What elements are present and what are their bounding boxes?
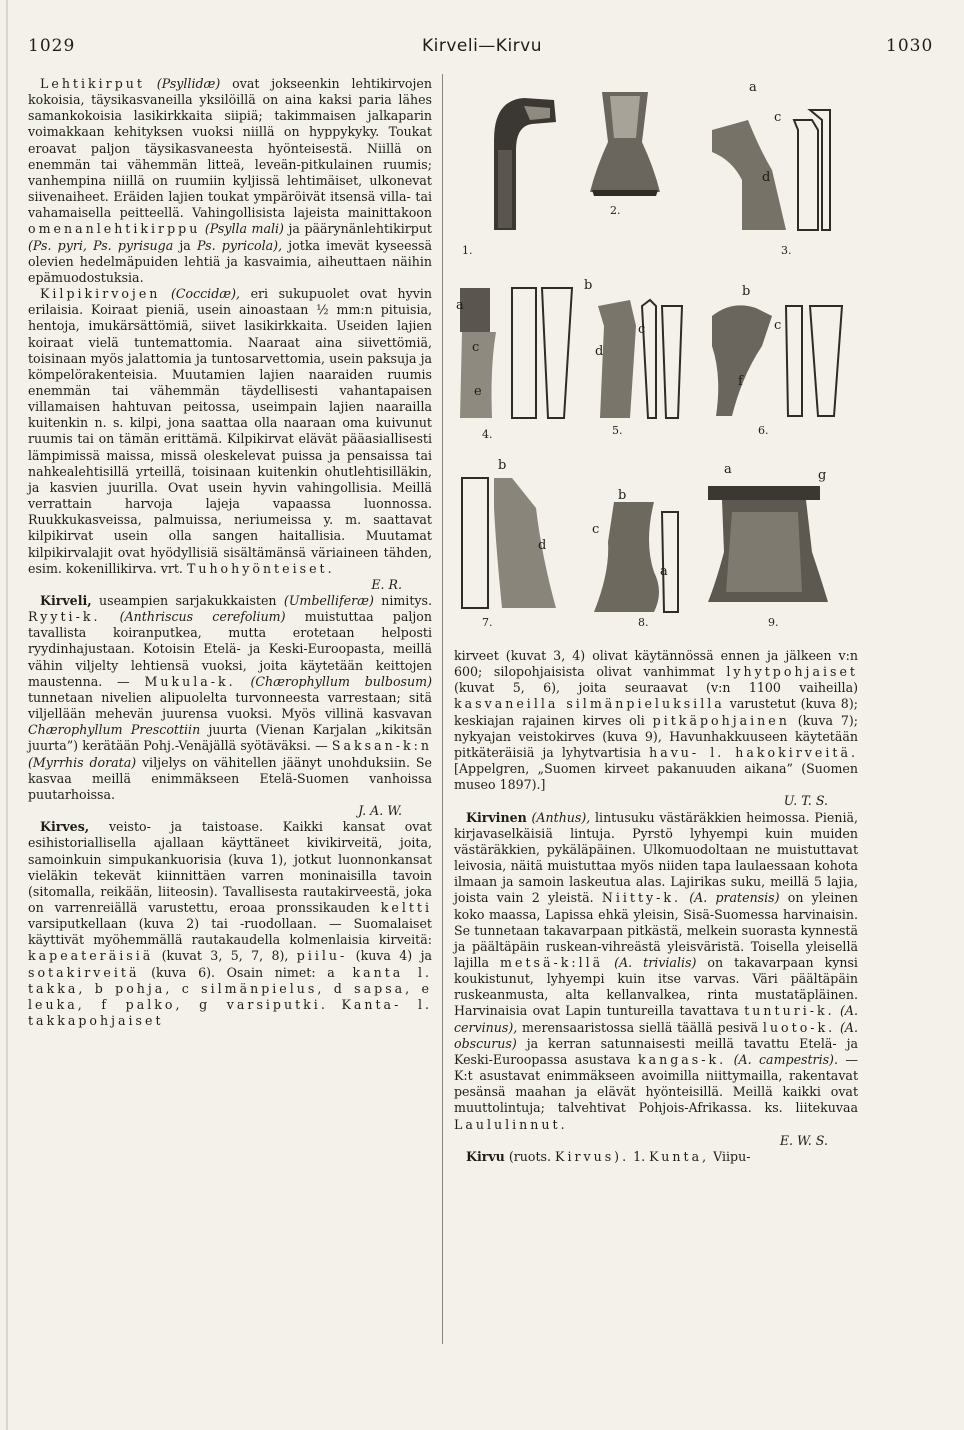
spaced-term: Kirvus). bbox=[555, 1148, 630, 1164]
entry-text: — K:t asustavat enimmäkseen avoimilla niittymailla, rakentavat pesänsä maahan ja elävät hyönteisillä. Meillä kaikki ovat muuttolintuja; talvehtivat Pohjois-Afrikassa. ks. liitekuvaa bbox=[454, 1051, 858, 1116]
figure-number: 4. bbox=[482, 428, 493, 441]
figure-1 bbox=[454, 80, 574, 240]
entry-head: Kirvinen bbox=[466, 809, 527, 825]
latin-name: (Ps. pyri, Ps. pyrisuga bbox=[28, 237, 174, 253]
latin-name: (Umbelliferæ) bbox=[283, 593, 374, 608]
latin-name: (A. obscurus) bbox=[454, 1019, 858, 1051]
figure-9 bbox=[702, 472, 832, 612]
spaced-term: metsä-k:llä bbox=[500, 954, 604, 970]
spaced-term: Niitty-k. bbox=[601, 890, 682, 906]
figure-number: 9. bbox=[768, 616, 779, 629]
right-page-number: 1030 bbox=[886, 36, 934, 56]
part-label: c bbox=[592, 522, 600, 537]
left-page-number: 1029 bbox=[28, 36, 76, 56]
entry-head: Kirves, bbox=[40, 819, 90, 835]
author-signature: U. T. S. bbox=[783, 793, 828, 809]
entry-text: veisto- ja taistoase. Kaikki kansat ovat esihistoriallisella ajallaan käyttäneet kivikirveitä, joita, samoinkuin simpukankuorisia (kuva 1), jotkut luonnonkansat vieläkin tekevät kiinnittäen varren moninaisilla tavoin (sitomalla, reikään, liiteosin). Tavallisesta rautakirveestä, joka on varrenreiällä varustettu, eroaa pronssikauden bbox=[28, 819, 432, 915]
latin-name: (Chærophyllum bulbosum) bbox=[250, 673, 432, 689]
spaced-term: kapeateräisiä bbox=[28, 948, 154, 964]
entry-head: Kirveli, bbox=[40, 593, 92, 608]
spaced-term: omenanlehtikirppu bbox=[28, 221, 201, 237]
page-header bbox=[0, 36, 964, 66]
spaced-term: Kunta, bbox=[649, 1148, 710, 1164]
latin-name: (Psylla mali) bbox=[204, 221, 284, 237]
entry-text: varsiputkellaan (kuva 2) tai -ruodollaan. — Suomalaiset käyttivät myöhemmällä rautakaudella kolmenlaisia kirveitä: bbox=[28, 916, 432, 948]
figure-number: 1. bbox=[462, 244, 473, 257]
entry-text: lintusuku västäräkkien heimossa. Pieniä, kirjavaselkäisiä lintuja. Pyrstö lyhyempi kuin muiden västäräkkien, pykäläpäinen. Ulkomuodoltaan ne muistuttavat leivosia, näitä muistuttaa myös niiden tapa laulaessaan kohota ilmaan ja samoin laskeutua alas. Lajirikas suku, meillä 5 lajia, joista vain 2 yleistä. bbox=[454, 809, 858, 906]
latin-name: (Psyllidæ) bbox=[156, 76, 221, 91]
part-label: b bbox=[498, 458, 507, 473]
entry-text: on yleinen koko maassa, Lapissa ehkä yleisin, Sisä-Suomessa harvinaisin. Se tunnetaan takavarpaan pitkästä, melkein suorasta kynnestä ja päältäpäin ruskean-vihreästä yleisväristä. Toisella yleisellä lajilla bbox=[454, 890, 858, 970]
part-label: c bbox=[774, 318, 782, 333]
entry-text: nimitys. bbox=[381, 593, 432, 608]
entry-text: varustetut (kuva 8); keskiajan rajainen kirves oli bbox=[454, 696, 858, 728]
entry-text: [Appelgren, „Suomen kirveet pakanuuden aikana” (Suomen museo 1897).] bbox=[454, 761, 858, 793]
latin-name: (Myrrhis dorata) bbox=[28, 754, 137, 770]
right-column bbox=[454, 648, 858, 1165]
entry-head: Lehtikirput bbox=[40, 76, 145, 91]
spaced-term: sotakirveitä bbox=[28, 964, 140, 980]
spaced-term: Mukula-k. bbox=[144, 673, 236, 689]
spaced-term: piilu- bbox=[296, 948, 348, 964]
part-label: b bbox=[618, 488, 627, 503]
spaced-term: kangas-k. bbox=[637, 1051, 727, 1067]
part-label: a bbox=[456, 298, 464, 313]
latin-name: Chærophyllum Prescottiin bbox=[28, 722, 201, 738]
author-signature: E. W. S. bbox=[779, 1132, 828, 1148]
entry-text: viljelys on vähitellen jäänyt unohduksiin. Se kasvaa meillä enimmäkseen Etelä-Suomen vanhoissa puutarhoissa. bbox=[28, 754, 432, 802]
latin-name: Ps. pyricola), bbox=[197, 237, 283, 253]
figure-5 bbox=[590, 286, 690, 426]
entry-text: jotka imevät kyseessä olevien hedelmäpuiden lehtiä ja kasvaimia, aiheuttaen näihin epämuodostuksia. bbox=[28, 237, 432, 285]
entry-head: Kirvu bbox=[466, 1148, 505, 1164]
entry-text: Viipu- bbox=[713, 1148, 751, 1164]
figure-6 bbox=[702, 286, 852, 426]
part-label: b bbox=[584, 278, 593, 293]
part-label: f bbox=[738, 374, 743, 389]
entry-text: on takavarpaan kynsi koukistunut, lyhyempi kuin itse varvas. Väri päältäpäin ruskeanmusta, alta kellanvalkea, rinta mustatäpläinen. Harvinaisia ovat Lapin tuntureilla tavattava bbox=[454, 954, 858, 1019]
cross-reference: Laululinnut. bbox=[454, 1116, 568, 1132]
part-label: g bbox=[818, 468, 827, 483]
entry-text: 1. bbox=[633, 1148, 646, 1164]
author-signature: J. A. W. bbox=[358, 803, 402, 819]
entry-kirves-cont bbox=[454, 648, 858, 810]
part-label: d bbox=[762, 170, 771, 185]
figure-number: 6. bbox=[758, 424, 769, 437]
entry-text: ja päärynänlehtikirput bbox=[288, 221, 432, 237]
figure-3 bbox=[702, 90, 842, 240]
entry-kirvu bbox=[454, 1149, 858, 1165]
entry-lehtikirput bbox=[28, 76, 432, 286]
part-label: d bbox=[595, 344, 604, 359]
axe-illustrations bbox=[452, 72, 852, 644]
author-signature: E. R. bbox=[371, 576, 402, 592]
spaced-term: kasvaneilla silmänpieluksilla bbox=[454, 696, 725, 712]
entry-text: (kuvat 3, 5, 7, 8), bbox=[161, 948, 289, 964]
entry-kirves bbox=[28, 819, 432, 1029]
entry-text: eri sukupuolet ovat hyvin erilaisia. Koiraat pieniä, usein ainoastaan ½ mm:n pituisia, hentoja, imukärsättömiä, siivet lasikirkkaita. Useiden lajien koiraat vielä tuntemattomia. Naaraat aina siivettömiä, toisinaan myös jalattomia ja tuntosarvettomia, usein paksuja ja kömpelörakenteisia. Muutamien lajien naaraiden ruumis enemmän tai vähemmän täydellisesti vahantapaisen villamaisen hahtuvan peitossa, useimpain lajien naarailla kuitenkin n. s. kilpi, jona saattaa olla naaraan oma kuivunut ruumis tai on tämän erittämä. Kilpikirvat elävät pääasiallisesti lämpimissä maissa, missä oleskelevat puissa ja pensaissa tai nahkealehtisillä yrteillä, toisinaan kuitenkin ohutlehtisilläkin, ja kasvien juurilla. Ovat usein hyvin vahingollisia. Meillä verrattain harvoja lajeja vapaassa luonnossa. Ruukkukasveissa, palmuissa, neriumeissa y. m. saattavat kilpikirvat usein olla sangen haitallisia. Muutamat kilpikirvalajit ovat hyödyllisiä sisältämänsä väriaineen tähden, esim. kokenillikirva. vrt. bbox=[28, 286, 432, 576]
entry-text: kirveet (kuvat 3, 4) olivat käytännössä ennen ja jälkeen v:n 600; silopohjaisista olivat vanhimmat bbox=[454, 648, 858, 680]
part-label: c bbox=[638, 322, 646, 337]
entry-text: ja kerran satunnaisesti meillä tavattu Etelä- ja Keski-Euroopassa asustava bbox=[454, 1035, 858, 1067]
part-label: c bbox=[472, 340, 480, 355]
part-label: b bbox=[742, 284, 751, 299]
entry-text: (kuva 4) ja bbox=[355, 948, 432, 964]
part-label: a bbox=[724, 462, 732, 477]
spaced-term: havu- l. hakokirveitä. bbox=[649, 744, 858, 760]
entry-text: useampien sarjakukkaisten bbox=[99, 593, 277, 608]
latin-name: (Anthus), bbox=[531, 809, 591, 825]
figure-8 bbox=[584, 492, 694, 622]
part-label: a bbox=[749, 80, 757, 95]
entry-text: ovat jokseenkin lehtikirvojen kokoisia, täysikasvaneilla yksilöillä on aina kaksi paria lähes samankokoisia lasikirkkaita siipiä; takimmaisen jalkaparin voimakkaan kehityksen vuoksi niillä on hyppykyky. Toukat eroavat paljon täysikasvaneesta hyönteisestä. Niillä on enemmän tai vähemmän litteä, leveän-pitkulainen ruumis; vanhempina niillä on ruumiin kyljissä lehtimäiset, ulkonevat siivenaiheet. Eräiden lajien toukat ympäröivät itsensä villa- tai vahamaisella peitteellä. Vahingollisista lajeista mainittakoon bbox=[28, 76, 432, 221]
latin-name: (A. cervinus), bbox=[454, 1003, 858, 1035]
entry-text: merensaaristossa siellä täällä pesivä bbox=[522, 1019, 759, 1035]
spaced-term: pitkäpohjainen bbox=[652, 712, 790, 728]
entry-text: tunnetaan nivelien alipuolelta turvonneesta varrestaan; sitä viljellään mehevän juurensa vuoksi. Myös villinä kasvavan bbox=[28, 689, 432, 722]
entry-text: ja bbox=[179, 237, 191, 253]
spaced-term: keltti bbox=[380, 899, 432, 915]
figure-number: 5. bbox=[612, 424, 623, 437]
part-label: c bbox=[774, 110, 782, 125]
spaced-term: Ryyti-k. bbox=[28, 609, 101, 625]
part-label: a bbox=[660, 564, 668, 579]
part-label: e bbox=[474, 384, 482, 399]
entry-text: (kuva 7); nykyajan veistokirves (kuva 9), Havunhakkuuseen käytetään pitkäteräisiä ja lyhytvartisia bbox=[454, 712, 858, 760]
running-title: Kirveli—Kirvu bbox=[421, 36, 543, 56]
entry-kilpikirvat bbox=[28, 286, 432, 593]
spaced-term: lyhytpohjaiset bbox=[726, 664, 858, 680]
entry-text: (kuvat 5, 6), joita seuraavat (v:n 1100 vaiheilla) bbox=[454, 680, 858, 696]
cross-reference: Tuhohyönteiset. bbox=[186, 560, 335, 576]
latin-name: (Coccidæ), bbox=[170, 286, 241, 302]
column-divider bbox=[442, 74, 443, 1344]
page-edge bbox=[6, 0, 8, 1430]
latin-name: (A. trivialis) bbox=[614, 954, 697, 970]
figure-number: 7. bbox=[482, 616, 493, 629]
spaced-term: Kanta- l. takkapohjaiset bbox=[28, 996, 432, 1029]
entry-text: muistuttaa paljon tavallista koiranputkea, mutta erotetaan helposti ryydinhajustaan. Kotoisin Etelä- ja Keski-Euroopasta, meillä vähin viljelty lehtiensä vuoksi, joita käytetään keittojen maustenna. — bbox=[28, 609, 432, 689]
figure-number: 3. bbox=[781, 244, 792, 257]
latin-name: (A. campestris). bbox=[733, 1051, 838, 1067]
parts-list: a kanta l. takka, b pohja, c silmänpielus, d sapsa, e leuka, f palko, g varsiputki. bbox=[28, 964, 432, 1012]
spaced-term: Saksan-k:n bbox=[331, 738, 432, 754]
entry-kirveli bbox=[28, 593, 432, 819]
spaced-term: luoto-k. bbox=[762, 1019, 836, 1035]
figure-2 bbox=[580, 82, 670, 202]
spaced-term: tunturi-k. bbox=[744, 1003, 835, 1019]
part-label: d bbox=[538, 538, 547, 553]
latin-name: (Anthriscus cerefolium) bbox=[119, 609, 286, 625]
entry-head: Kilpikirvojen bbox=[40, 286, 161, 302]
figure-number: 8. bbox=[638, 616, 649, 629]
entry-kirvinen bbox=[454, 810, 858, 1149]
entry-text: (ruots. bbox=[508, 1148, 552, 1164]
figure-number: 2. bbox=[610, 204, 621, 217]
figure-7 bbox=[452, 468, 572, 618]
entry-text: juurta (Vienan Karjalan „kikitsän juurta”) kerätään Pohj.-Venäjällä syötäväksi. — bbox=[28, 722, 432, 754]
latin-name: (A. pratensis) bbox=[689, 890, 780, 906]
left-column bbox=[28, 76, 432, 1029]
entry-text: (kuva 6). Osain nimet: bbox=[151, 964, 316, 980]
